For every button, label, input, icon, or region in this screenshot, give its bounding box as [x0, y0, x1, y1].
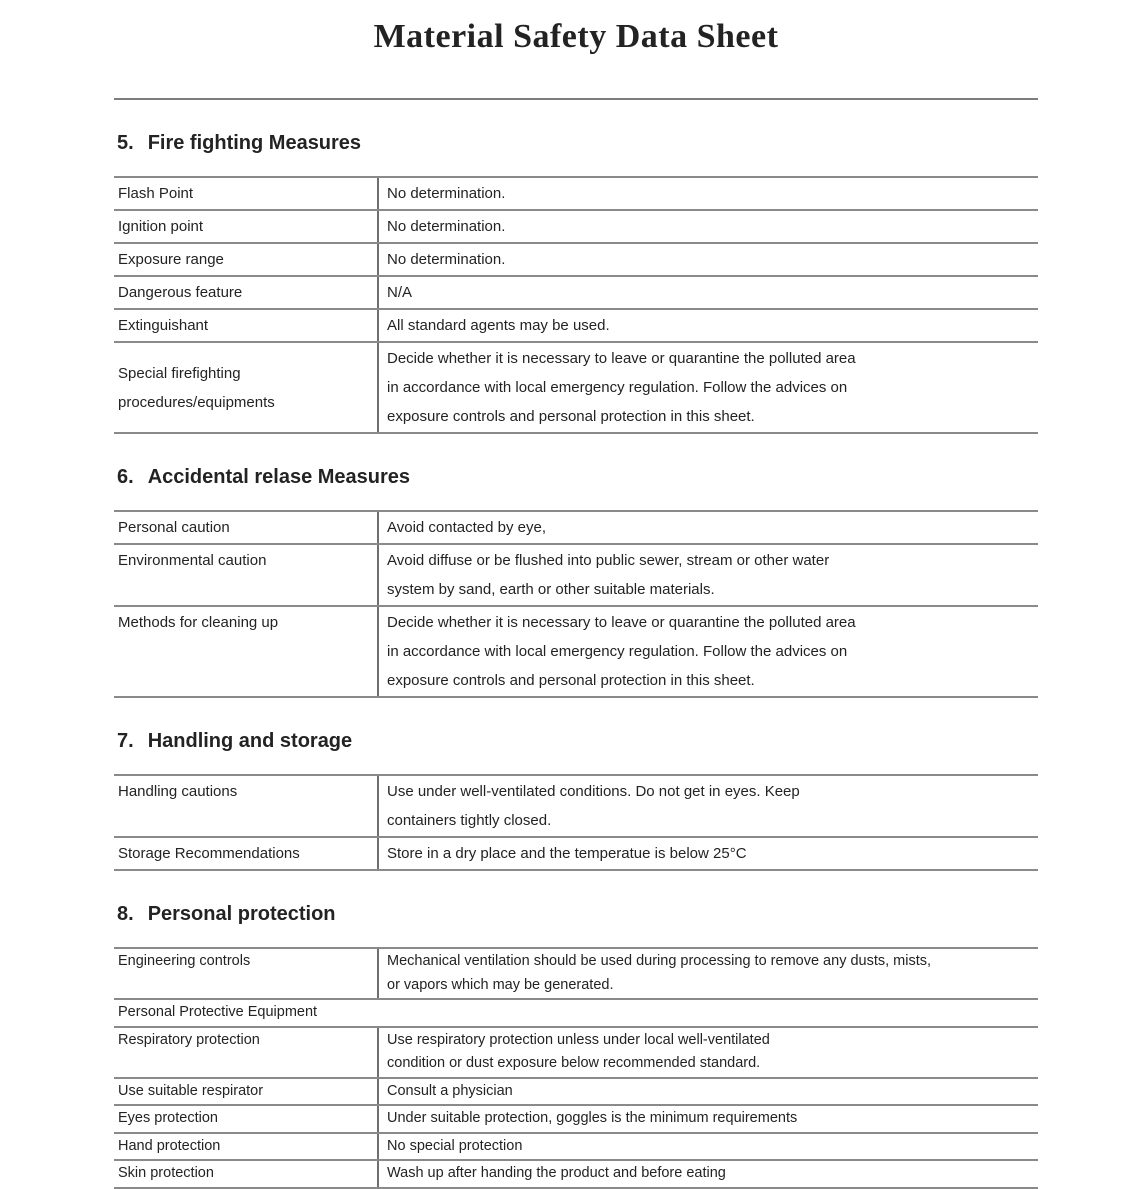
row-value: No determination.: [377, 244, 1038, 275]
table-row: [114, 776, 1038, 838]
table-row: [114, 343, 1038, 434]
row-label: Engineering controls: [118, 953, 251, 969]
row-label: Flash Point: [118, 185, 194, 202]
section-title: Accidental relase Measures: [147, 466, 411, 488]
section-heading-handling-storage: [117, 729, 1038, 753]
table-row: [114, 244, 1038, 277]
row-value: Mechanical ventilation should be used during processing to remove any dusts, mists, or vapors which may be generated.: [377, 949, 1038, 998]
table-row: [114, 545, 1038, 607]
row-value: Avoid diffuse or be flushed into public sewer, stream or other water system by sand, earth or other suitable materials.: [377, 545, 1038, 605]
section-number: 5.: [117, 132, 134, 154]
row-label: Eyes protection: [118, 1110, 218, 1126]
row-value: Decide whether it is necessary to leave or quarantine the polluted area in accordance with local emergency regulation. Follow the advices on exposure controls and personal protection in this sheet.: [377, 607, 1038, 696]
row-label: Methods for cleaning up: [118, 614, 279, 631]
row-value: No determination.: [377, 178, 1038, 209]
row-label: Personal Protective Equipment: [118, 1004, 318, 1020]
table-row: [114, 607, 1038, 698]
row-label: Environmental caution: [118, 552, 267, 569]
header-rule: [114, 98, 1038, 100]
row-value: All standard agents may be used.: [377, 310, 1038, 341]
table-row: [114, 1000, 1038, 1028]
table-row: [114, 310, 1038, 343]
table-row: [114, 1134, 1038, 1162]
row-label: Personal caution: [118, 519, 230, 536]
row-value: Decide whether it is necessary to leave or quarantine the polluted area in accordance with local emergency regulation. Follow the advices on exposure controls and personal protection in this sheet.: [377, 343, 1038, 432]
handling-storage-table: [114, 774, 1038, 871]
table-row: [114, 1161, 1038, 1189]
row-label: Exposure range: [118, 251, 224, 268]
section-title: Handling and storage: [147, 730, 353, 752]
document-title: Material Safety Data Sheet: [373, 18, 779, 55]
row-label: Skin protection: [118, 1165, 214, 1181]
table-row: [114, 1106, 1038, 1134]
row-label: Special firefighting procedures/equipments: [118, 364, 275, 411]
row-value: Wash up after handing the product and before eating: [377, 1161, 1038, 1187]
row-label: Dangerous feature: [118, 284, 243, 301]
row-value: No determination.: [377, 211, 1038, 242]
row-value: Store in a dry place and the temperatue is below 25°C: [377, 838, 1038, 869]
row-value: Use under well-ventilated conditions. Do not get in eyes. Keep containers tightly closed.: [377, 776, 1038, 836]
row-value: Avoid contacted by eye,: [377, 512, 1038, 543]
fire-fighting-table: [114, 176, 1038, 434]
table-row: [114, 949, 1038, 1000]
personal-protection-table: [114, 947, 1038, 1189]
row-value: No special protection: [377, 1134, 1038, 1160]
table-row: [114, 838, 1038, 871]
row-label: Storage Recommendations: [118, 845, 300, 862]
table-row: [114, 1079, 1038, 1107]
table-row: [114, 512, 1038, 545]
row-value: Under suitable protection, goggles is the minimum requirements: [377, 1106, 1038, 1132]
row-label: Respiratory protection: [118, 1031, 260, 1048]
section-number: 6.: [117, 466, 134, 488]
row-value: N/A: [377, 277, 1038, 308]
row-label: Handling cautions: [118, 783, 238, 800]
section-number: 7.: [117, 730, 134, 752]
section-heading-fire-fighting: [117, 131, 1038, 155]
row-label: Hand protection: [118, 1137, 221, 1154]
row-value: Consult a physician: [377, 1079, 1038, 1105]
row-value: Use respiratory protection unless under local well-ventilated condition or dust exposure below recommended standard.: [377, 1028, 1038, 1077]
row-label: Extinguishant: [118, 317, 209, 334]
table-row: [114, 277, 1038, 310]
table-row: [114, 211, 1038, 244]
table-row: [114, 1028, 1038, 1079]
section-number: 8.: [117, 903, 134, 925]
accidental-release-table: [114, 510, 1038, 698]
section-title: Personal protection: [147, 903, 336, 925]
row-label: Ignition point: [118, 218, 204, 235]
section-title: Fire fighting Measures: [147, 132, 362, 154]
row-label: Use suitable respirator: [118, 1082, 264, 1099]
table-row: [114, 178, 1038, 211]
section-heading-personal-protection: [117, 902, 1038, 926]
section-heading-accidental-release: [117, 465, 1038, 489]
